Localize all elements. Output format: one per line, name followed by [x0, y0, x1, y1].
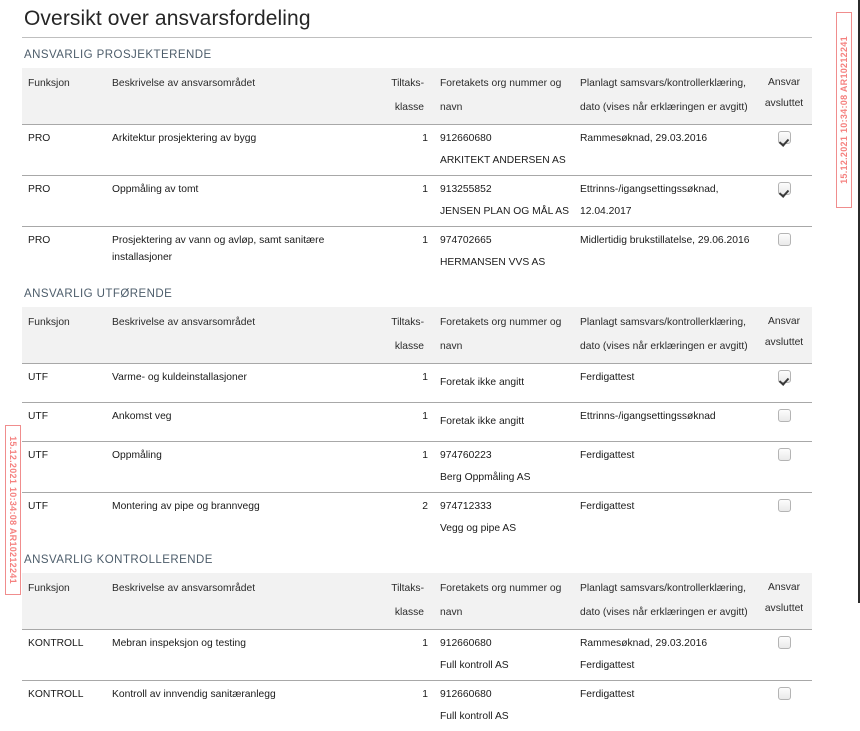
column-header-erklaering-line2: dato (vises når erklæringen er avgitt) [580, 341, 748, 353]
foretak-navn-value: HERMANSEN VVS AS [440, 256, 546, 268]
column-header-ansvar-avsluttet-line2: avsluttet [764, 98, 804, 110]
cell-tiltaksklasse [371, 364, 434, 403]
funksjon-value: PRO [28, 235, 51, 247]
cell-ansvar-avsluttet[interactable] [756, 681, 812, 731]
cell-erklaering [574, 403, 756, 442]
tiltaksklasse-value: 1 [422, 450, 428, 462]
column-header-funksjon-line1: Funksjon [28, 317, 70, 329]
cell-erklaering [574, 493, 756, 543]
column-header-ansvar-avsluttet-line1: Ansvar [767, 582, 801, 594]
beskrivelse-value: Mebran inspeksjon og testing [112, 638, 246, 650]
column-header-foretak-line1: Foretakets org nummer og [440, 317, 562, 329]
cell-ansvar-avsluttet[interactable] [756, 364, 812, 403]
foretak-navn-value: Full kontroll AS [440, 710, 509, 722]
cell-ansvar-avsluttet[interactable] [756, 227, 812, 277]
table-row [22, 493, 812, 543]
cell-erklaering [574, 125, 756, 176]
org-nummer-value: 912660680 [440, 133, 492, 145]
column-header-beskrivelse [106, 307, 371, 364]
column-header-tiltaksklasse-line1: Tiltaks- [391, 317, 424, 329]
cell-ansvar-avsluttet[interactable] [756, 493, 812, 543]
cell-foretak [434, 681, 574, 731]
cell-tiltaksklasse [371, 630, 434, 681]
archive-stamp-right [836, 12, 852, 208]
column-header-ansvar-avsluttet-line1: Ansvar [767, 316, 801, 328]
column-header-ansvar-avsluttet-line2: avsluttet [764, 337, 804, 349]
section-heading: ANSVARLIG KONTROLLERENDE [24, 554, 213, 567]
archive-stamp-right-text: 15.12.2021 10:34:08 AR10212241 [839, 36, 849, 184]
cell-tiltaksklasse [371, 493, 434, 543]
section-heading: ANSVARLIG PROSJEKTERENDE [24, 49, 212, 62]
section-heading: ANSVARLIG UTFØRENDE [24, 288, 173, 301]
sections-container [22, 38, 812, 731]
column-header-foretak-line1: Foretakets org nummer og [440, 78, 562, 90]
column-header-ansvar-avsluttet [756, 573, 812, 630]
column-header-erklaering-line2: dato (vises når erklæringen er avgitt) [580, 102, 748, 114]
org-nummer-value: 912660680 [440, 689, 492, 701]
funksjon-value: PRO [28, 133, 51, 145]
column-header-funksjon-line1: Funksjon [28, 583, 70, 595]
table-header-row [22, 68, 812, 125]
column-header-funksjon [22, 68, 106, 125]
checkbox-unchecked-icon[interactable] [778, 687, 791, 700]
funksjon-value: UTF [28, 411, 49, 423]
column-header-ansvar-avsluttet-line2: avsluttet [764, 603, 804, 615]
tiltaksklasse-value: 1 [422, 184, 428, 196]
column-header-beskrivelse-line1: Beskrivelse av ansvarsområdet [112, 78, 256, 90]
beskrivelse-value: Ankomst veg [112, 411, 172, 423]
beskrivelse-value: Kontroll av innvendig sanitæranlegg [112, 689, 276, 701]
column-header-foretak-line2: navn [440, 102, 463, 114]
org-nummer-value: 912660680 [440, 638, 492, 650]
funksjon-value: UTF [28, 501, 49, 513]
table-header-row [22, 307, 812, 364]
erklaering-line1-value: Ferdigattest [580, 501, 635, 513]
cell-funksjon [22, 681, 106, 731]
cell-ansvar-avsluttet[interactable] [756, 442, 812, 493]
funksjon-value: KONTROLL [28, 689, 84, 701]
cell-beskrivelse [106, 630, 371, 681]
org-nummer-value: 913255852 [440, 184, 492, 196]
tiltaksklasse-value: 1 [422, 411, 428, 423]
erklaering-line1-value: Ferdigattest [580, 450, 635, 462]
cell-erklaering [574, 364, 756, 403]
cell-beskrivelse [106, 176, 371, 227]
cell-funksjon [22, 493, 106, 543]
foretak-navn-value: Vegg og pipe AS [440, 522, 517, 534]
archive-stamp-left [5, 425, 21, 595]
table-row [22, 403, 812, 442]
cell-foretak [434, 630, 574, 681]
column-header-funksjon [22, 573, 106, 630]
document-content [22, 6, 812, 731]
cell-funksjon [22, 403, 106, 442]
erklaering-line1-value: Rammesøknad, 29.03.2016 [580, 133, 708, 145]
beskrivelse-value: Arkitektur prosjektering av bygg [112, 133, 257, 145]
cell-erklaering [574, 681, 756, 731]
archive-stamp-left-text: 15.12.2021 10:34:08 AR10212241 [8, 436, 18, 584]
beskrivelse-value: Oppmåling av tomt [112, 184, 199, 196]
cell-foretak [434, 125, 574, 176]
cell-tiltaksklasse [371, 176, 434, 227]
checkbox-unchecked-icon[interactable] [778, 233, 791, 246]
responsibility-table [22, 68, 812, 277]
column-header-erklaering [574, 573, 756, 630]
column-header-erklaering-line2: dato (vises når erklæringen er avgitt) [580, 607, 748, 619]
column-header-tiltaksklasse-line2: klasse [394, 607, 424, 619]
column-header-tiltaksklasse-line1: Tiltaks- [391, 78, 424, 90]
page-title: Oversikt over ansvarsfordeling [22, 6, 812, 38]
foretak-navn-value: Foretak ikke angitt [440, 416, 525, 428]
cell-tiltaksklasse [371, 403, 434, 442]
cell-erklaering [574, 176, 756, 227]
cell-foretak [434, 364, 574, 403]
column-header-funksjon-line1: Funksjon [28, 78, 70, 90]
column-header-foretak-line2: navn [440, 341, 463, 353]
table-row [22, 125, 812, 176]
cell-foretak [434, 442, 574, 493]
column-header-tiltaksklasse-line1: Tiltaks- [391, 583, 424, 595]
erklaering-line1-value: Midlertidig brukstillatelse, 29.06.2016 [580, 235, 750, 247]
column-header-beskrivelse [106, 573, 371, 630]
funksjon-value: UTF [28, 450, 49, 462]
column-header-tiltaksklasse [371, 573, 434, 630]
cell-funksjon [22, 364, 106, 403]
tiltaksklasse-value: 1 [422, 638, 428, 650]
beskrivelse-value: Montering av pipe og brannvegg [112, 501, 260, 513]
cell-funksjon [22, 630, 106, 681]
foretak-navn-value: JENSEN PLAN OG MÅL AS [440, 205, 569, 217]
erklaering-line2-value: 12.04.2017 [580, 205, 632, 217]
column-header-erklaering [574, 307, 756, 364]
column-header-foretak-line1: Foretakets org nummer og [440, 583, 562, 595]
cell-erklaering [574, 630, 756, 681]
column-header-foretak [434, 68, 574, 125]
table-row [22, 364, 812, 403]
column-header-funksjon [22, 307, 106, 364]
erklaering-line1-value: Ferdigattest [580, 689, 635, 701]
foretak-navn-value: Foretak ikke angitt [440, 377, 525, 389]
org-nummer-value: 974760223 [440, 450, 492, 462]
responsibility-table [22, 307, 812, 543]
cell-ansvar-avsluttet[interactable] [756, 125, 812, 176]
column-header-foretak [434, 573, 574, 630]
beskrivelse-value: Oppmåling [112, 450, 162, 462]
cell-foretak [434, 176, 574, 227]
cell-beskrivelse [106, 403, 371, 442]
table-row [22, 630, 812, 681]
cell-tiltaksklasse [371, 681, 434, 731]
erklaering-line1-value: Ettrinns-/igangsettingssøknad, [580, 184, 719, 196]
checkbox-checked-icon[interactable] [778, 370, 791, 383]
erklaering-line2-value: Ferdigattest [580, 659, 635, 671]
checkbox-unchecked-icon[interactable] [778, 409, 791, 422]
cell-ansvar-avsluttet[interactable] [756, 403, 812, 442]
cell-ansvar-avsluttet[interactable] [756, 176, 812, 227]
cell-beskrivelse [106, 681, 371, 731]
erklaering-line1-value: Ferdigattest [580, 372, 635, 384]
org-nummer-value: 974702665 [440, 235, 492, 247]
tiltaksklasse-value: 1 [422, 235, 428, 247]
cell-foretak [434, 493, 574, 543]
funksjon-value: PRO [28, 184, 51, 196]
column-header-ansvar-avsluttet-line1: Ansvar [767, 77, 801, 89]
cell-funksjon [22, 442, 106, 493]
table-header-row [22, 573, 812, 630]
tiltaksklasse-value: 1 [422, 133, 428, 145]
cell-erklaering [574, 442, 756, 493]
erklaering-line1-value: Ettrinns-/igangsettingssøknad [580, 411, 716, 423]
tiltaksklasse-value: 1 [422, 372, 428, 384]
erklaering-line1-value: Rammesøknad, 29.03.2016 [580, 638, 708, 650]
column-header-foretak [434, 307, 574, 364]
cell-ansvar-avsluttet[interactable] [756, 630, 812, 681]
column-header-erklaering [574, 68, 756, 125]
checkbox-checked-icon[interactable] [778, 131, 791, 144]
column-header-beskrivelse-line1: Beskrivelse av ansvarsområdet [112, 583, 256, 595]
column-header-erklaering-line1: Planlagt samsvars/kontrollerklæring, [580, 317, 746, 329]
cell-beskrivelse [106, 442, 371, 493]
cell-beskrivelse [106, 227, 371, 277]
beskrivelse-value: Prosjektering av vann og avløp, samt sanitære installasjoner [112, 235, 325, 263]
cell-foretak [434, 227, 574, 277]
cell-beskrivelse [106, 364, 371, 403]
cell-foretak [434, 403, 574, 442]
table-row [22, 176, 812, 227]
foretak-navn-value: Full kontroll AS [440, 659, 509, 671]
cell-funksjon [22, 227, 106, 277]
column-header-beskrivelse-line1: Beskrivelse av ansvarsområdet [112, 317, 256, 329]
column-header-erklaering-line1: Planlagt samsvars/kontrollerklæring, [580, 78, 746, 90]
cell-funksjon [22, 176, 106, 227]
column-header-tiltaksklasse [371, 68, 434, 125]
cell-beskrivelse [106, 493, 371, 543]
cell-tiltaksklasse [371, 442, 434, 493]
table-row [22, 442, 812, 493]
column-header-ansvar-avsluttet [756, 307, 812, 364]
table-row [22, 227, 812, 277]
funksjon-value: UTF [28, 372, 49, 384]
checkbox-unchecked-icon[interactable] [778, 499, 791, 512]
checkbox-unchecked-icon[interactable] [778, 448, 791, 461]
column-header-tiltaksklasse-line2: klasse [394, 102, 424, 114]
responsibility-table [22, 573, 812, 731]
foretak-navn-value: ARKITEKT ANDERSEN AS [440, 154, 566, 166]
checkbox-unchecked-icon[interactable] [778, 636, 791, 649]
table-row [22, 681, 812, 731]
column-header-foretak-line2: navn [440, 607, 463, 619]
column-header-tiltaksklasse-line2: klasse [394, 341, 424, 353]
foretak-navn-value: Berg Oppmåling AS [440, 471, 531, 483]
cell-funksjon [22, 125, 106, 176]
tiltaksklasse-value: 2 [422, 501, 428, 513]
cell-beskrivelse [106, 125, 371, 176]
funksjon-value: KONTROLL [28, 638, 84, 650]
column-header-ansvar-avsluttet [756, 68, 812, 125]
column-header-tiltaksklasse [371, 307, 434, 364]
org-nummer-value: 974712333 [440, 501, 492, 513]
column-header-erklaering-line1: Planlagt samsvars/kontrollerklæring, [580, 583, 746, 595]
tiltaksklasse-value: 1 [422, 689, 428, 701]
cell-erklaering [574, 227, 756, 277]
checkbox-checked-icon[interactable] [778, 182, 791, 195]
column-header-beskrivelse [106, 68, 371, 125]
beskrivelse-value: Varme- og kuldeinstallasjoner [112, 372, 247, 384]
cell-tiltaksklasse [371, 125, 434, 176]
cell-tiltaksklasse [371, 227, 434, 277]
